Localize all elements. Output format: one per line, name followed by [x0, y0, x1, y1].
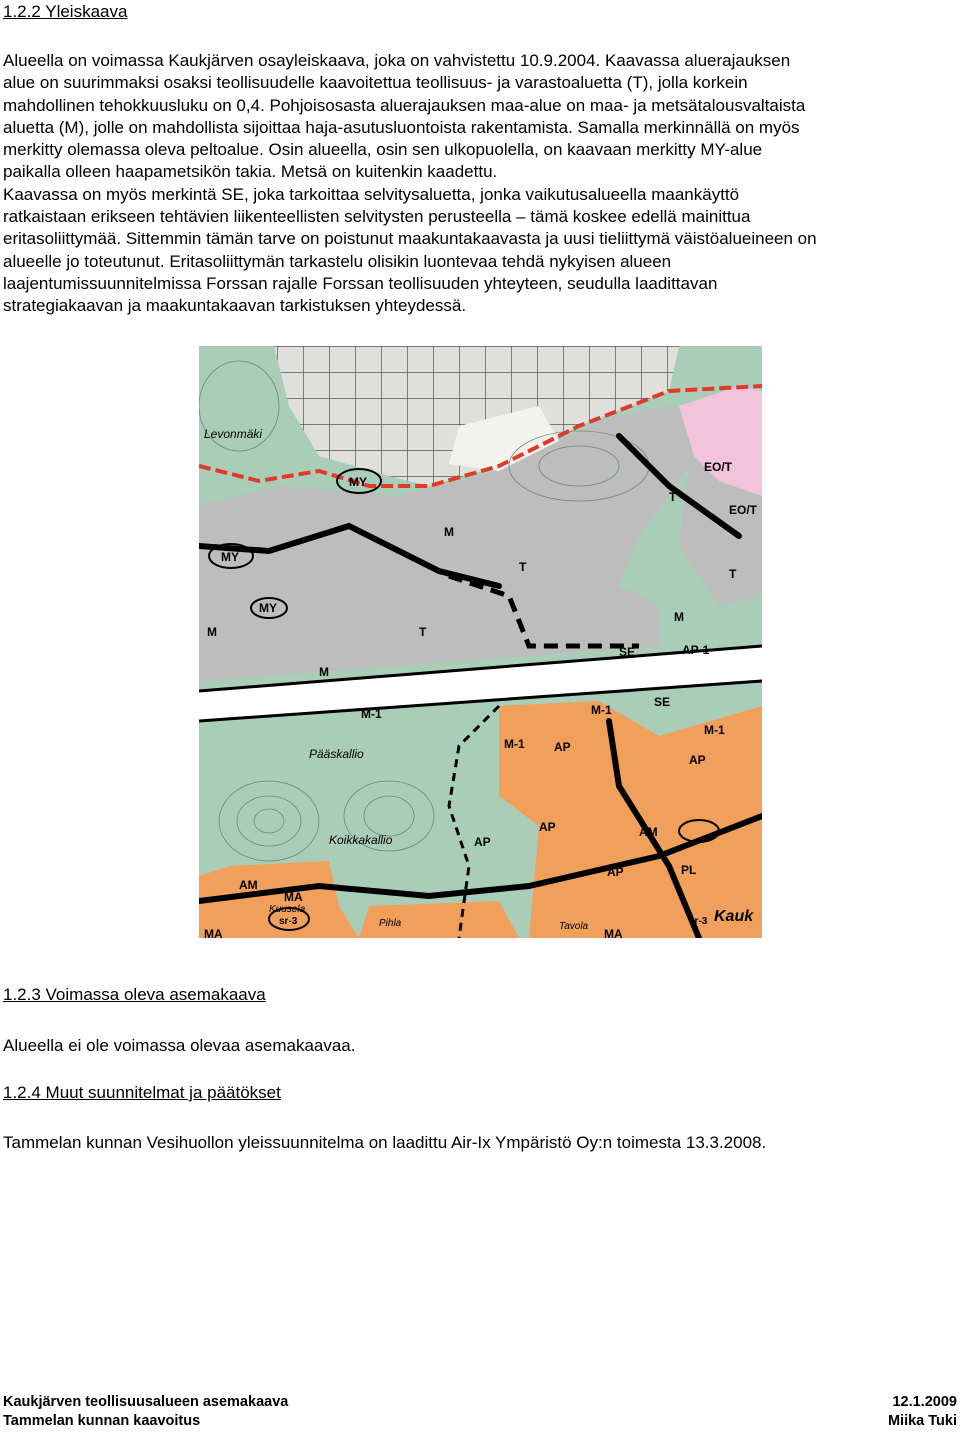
zone-label: T [729, 567, 737, 581]
zone-label: M [207, 625, 217, 639]
zone-label: sr-3 [689, 916, 708, 927]
paragraph-line: laajentumissuunnitelmissa Forssan rajalle Forssan teollisuuden yhteyteen, seudulla laadittavan [3, 273, 718, 293]
place-label: Levonmäki [204, 427, 263, 441]
zone-label: sr-3 [279, 916, 298, 927]
footer-org: Tammelan kunnan kaavoitus [3, 1413, 201, 1429]
zone-label: M [674, 610, 684, 624]
zone-label: M-1 [361, 707, 382, 721]
zone-label: MY [259, 601, 277, 615]
paragraph-line: ratkaistaan erikseen tehtävien liikenteellisten selvitysten perusteella – tämä koskee edellä mainittua [3, 207, 751, 227]
zone-label: AP [474, 835, 491, 849]
paragraph-line: eritasoliittymää. Sittemmin tämän tarve on poistunut maakuntakaavasta ja uusi tieliittymä väistöalueineen on [3, 229, 817, 249]
zone-label: MY [221, 550, 239, 564]
place-label: Pihla [379, 918, 402, 929]
paragraph-line: mahdollinen tehokkuusluku on 0,4. Pohjoisosasta aluerajauksen maa-alue on maa- ja metsätalousvaltaista [3, 95, 806, 115]
asemakaava-paragraph: Alueella ei ole voimassa olevaa asemakaavaa. [3, 1036, 356, 1055]
section-heading-muut: 1.2.4 Muut suunnitelmat ja päätökset [3, 1083, 281, 1102]
zone-label: M-1 [704, 723, 725, 737]
footer-author: Miika Tuki [887, 1413, 957, 1429]
place-label: Pääskallio [309, 747, 364, 761]
footer-date: 12.1.2009 [892, 1394, 957, 1410]
zone-label: AP [607, 865, 624, 879]
zone-label: T [519, 560, 527, 574]
paragraph-line: alueelle jo toteutunut. Eritasoliittymän tarkastelu olisikin luontevaa tehdä nykyisen alueen [3, 251, 672, 271]
zone-label: AP-1 [682, 643, 710, 657]
yleiskaava-paragraph [3, 50, 953, 318]
zone-label: AM [239, 878, 258, 892]
paragraph-line: strategiakaavan ja maakuntakaavan tarkistuksen yhteydessä. [3, 296, 467, 316]
paragraph-line: Alueella on voimassa Kaukjärven osayleiskaava, joka on vahvistettu 10.9.2004. Kaavassa aluerajauksen [3, 51, 791, 70]
zone-label: EO/T [704, 460, 733, 474]
zone-label: EO/T [729, 503, 758, 517]
zone-label: MA [604, 927, 623, 938]
zone-label: T [419, 625, 427, 639]
place-label: Kauk [714, 908, 754, 925]
muut-paragraph: Tammelan kunnan Vesihuollon yleissuunnitelma on laadittu Air-Ix Ympäristö Oy:n toimesta 13.3.2008. [3, 1133, 767, 1152]
zone-label: AP [539, 820, 556, 834]
zone-label: MA [204, 927, 223, 938]
zone-label: PL [681, 863, 697, 877]
zone-label: M [444, 525, 454, 539]
master-plan-map [199, 346, 762, 938]
zone-label: MY [349, 475, 367, 489]
place-label: Tavola [559, 921, 589, 932]
zone-label: T [669, 490, 677, 504]
footer-title: Kaukjärven teollisuusalueen asemakaava [3, 1394, 289, 1410]
paragraph-line: aluetta (M), jolle on mahdollista sijoittaa haja-asutusluontoista rakentamista. Samalla merkinnällä on myös [3, 117, 800, 137]
zone-label: M-1 [591, 703, 612, 717]
place-label: Kuusela [269, 904, 306, 915]
zone-label: MA [284, 890, 303, 904]
zone-label: AP [554, 740, 571, 754]
zone-label: M-1 [504, 737, 525, 751]
map-drawing [199, 346, 762, 938]
zone-label: SE [619, 645, 636, 659]
paragraph-line: alue on suurimmaksi osaksi teollisuudelle kaavoitettua teollisuus- ja varastoaluetta (T), jolla korkein [3, 73, 748, 93]
place-label: Koikkakallio [329, 833, 393, 847]
section-heading-yleiskaava: 1.2.2 Yleiskaava [3, 2, 128, 21]
zone-label: SE [654, 695, 671, 709]
paragraph-line: merkitty olemassa oleva peltoalue. Osin alueella, osin sen ulkopuolella, on kaavaan merkitty MY-alue [3, 140, 763, 160]
paragraph-line: Kaavassa on myös merkintä SE, joka tarkoittaa selvitysaluetta, jonka vaikutusalueella maankäyttö [3, 184, 740, 204]
zone-label: M [319, 665, 329, 679]
zone-label: AM [639, 825, 658, 839]
zone-label: AP [689, 753, 706, 767]
paragraph-line: paikalla olleen haapametsikön takia. Metsä on kuitenkin kaadettu. [3, 162, 498, 182]
section-heading-asemakaava: 1.2.3 Voimassa oleva asemakaava [3, 985, 266, 1004]
